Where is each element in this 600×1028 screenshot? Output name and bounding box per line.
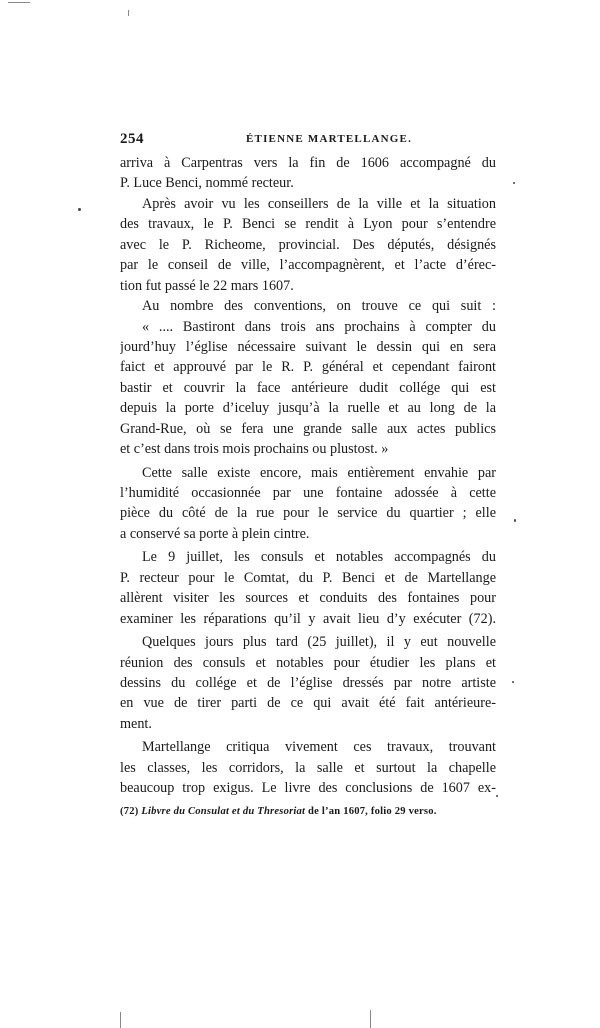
text-line: a conservé sa porte à plein cintre. (120, 525, 310, 542)
text-line: ment. (120, 715, 152, 732)
text-line: réunion des consuls et notables pour étudier les plans et (120, 654, 496, 671)
footnote-title: Libvre du Consulat et du Thresoriat (141, 806, 306, 817)
text-line: faict et approuvé par le R. P. général et cependant fairont (120, 359, 496, 376)
text-line: bastir et couvrir la face antérieure dudit collége qui est (120, 379, 496, 396)
scan-speck (512, 681, 514, 683)
text-line: par le conseil de ville, l’accompagnèrent, et l’acte d’érec- (120, 257, 496, 274)
footnote-text: de l’an 1607, folio 29 verso. (308, 806, 437, 817)
text-line: pièce du côté de la rue pour le service du quartier ; elle (120, 505, 496, 522)
text-line: P. recteur pour le Comtat, du P. Benci et de Martellange (120, 569, 496, 586)
text-line: P. Luce Benci, nommé recteur. (120, 175, 294, 192)
scan-speck (513, 182, 515, 184)
scan-speck (78, 208, 81, 211)
scan-mark (128, 10, 129, 16)
footnote-marker: (72) (120, 806, 139, 817)
text-line: Martellange critiqua vivement ces travaux, trouvant (142, 739, 496, 756)
text-line: depuis la porte d’iceluy jusqu’à la ruelle et au long de la (120, 400, 496, 417)
text-line: les classes, les corridors, la salle et surtout la chapelle (120, 759, 496, 776)
text-line: Après avoir vu les conseillers de la ville et la situation (142, 195, 496, 212)
text-line: tion fut passé le 22 mars 1607. (120, 277, 294, 294)
text-line: examiner les réparations qu’il y avait lieu d’y exécuter (72). (120, 610, 496, 627)
page-number: 254 (120, 131, 144, 147)
text-line: et c’est dans trois mois prochains ou plustost. » (120, 441, 389, 458)
text-line: des travaux, le P. Benci se rendit à Lyon pour s’entendre (120, 216, 496, 233)
text-line: dessins du collége et de l’église dressés par notre artiste (120, 674, 496, 691)
text-line: Grand-Rue, où se fera une grande salle aux actes publics (120, 420, 496, 437)
scan-mark (8, 2, 30, 3)
text-line: allèrent visiter les sources et conduits des fontaines pour (120, 590, 496, 607)
text-line: « .... Bastiront dans trois ans prochains à compter du (142, 318, 496, 335)
text-line: Cette salle existe encore, mais entièrement envahie par (142, 464, 496, 481)
running-title: ÉTIENNE MARTELLANGE. (246, 133, 413, 145)
page-header (120, 131, 492, 151)
text-line: Le 9 juillet, les consuls et notables accompagnés du (142, 549, 496, 566)
body-text (120, 153, 496, 799)
text-line: arriva à Carpentras vers la fin de 1606 accompagné du (120, 155, 496, 171)
scan-speck (496, 795, 498, 797)
text-line: en vue de tirer parti de ce qui avait été fait antérieure- (120, 695, 496, 712)
text-line: l’humidité occasionnée par une fontaine adossée à cette (120, 485, 496, 501)
text-line: Quelques jours plus tard (25 juillet), il y eut nouvelle (142, 634, 496, 651)
scan-mark (370, 1010, 371, 1028)
scan-mark (120, 1012, 121, 1028)
text-line: beaucoup trop exigus. Le livre des conclusions de 1607 ex- (120, 780, 496, 797)
text-line: avec le P. Richeome, provincial. Des députés, désignés (120, 236, 496, 253)
scan-speck (514, 519, 516, 522)
text-line: jourd’huy l’église nécessaire suivant le dessin qui en sera (120, 338, 496, 355)
footnote (120, 806, 498, 817)
text-line: Au nombre des conventions, on trouve ce qui suit : (142, 298, 496, 315)
